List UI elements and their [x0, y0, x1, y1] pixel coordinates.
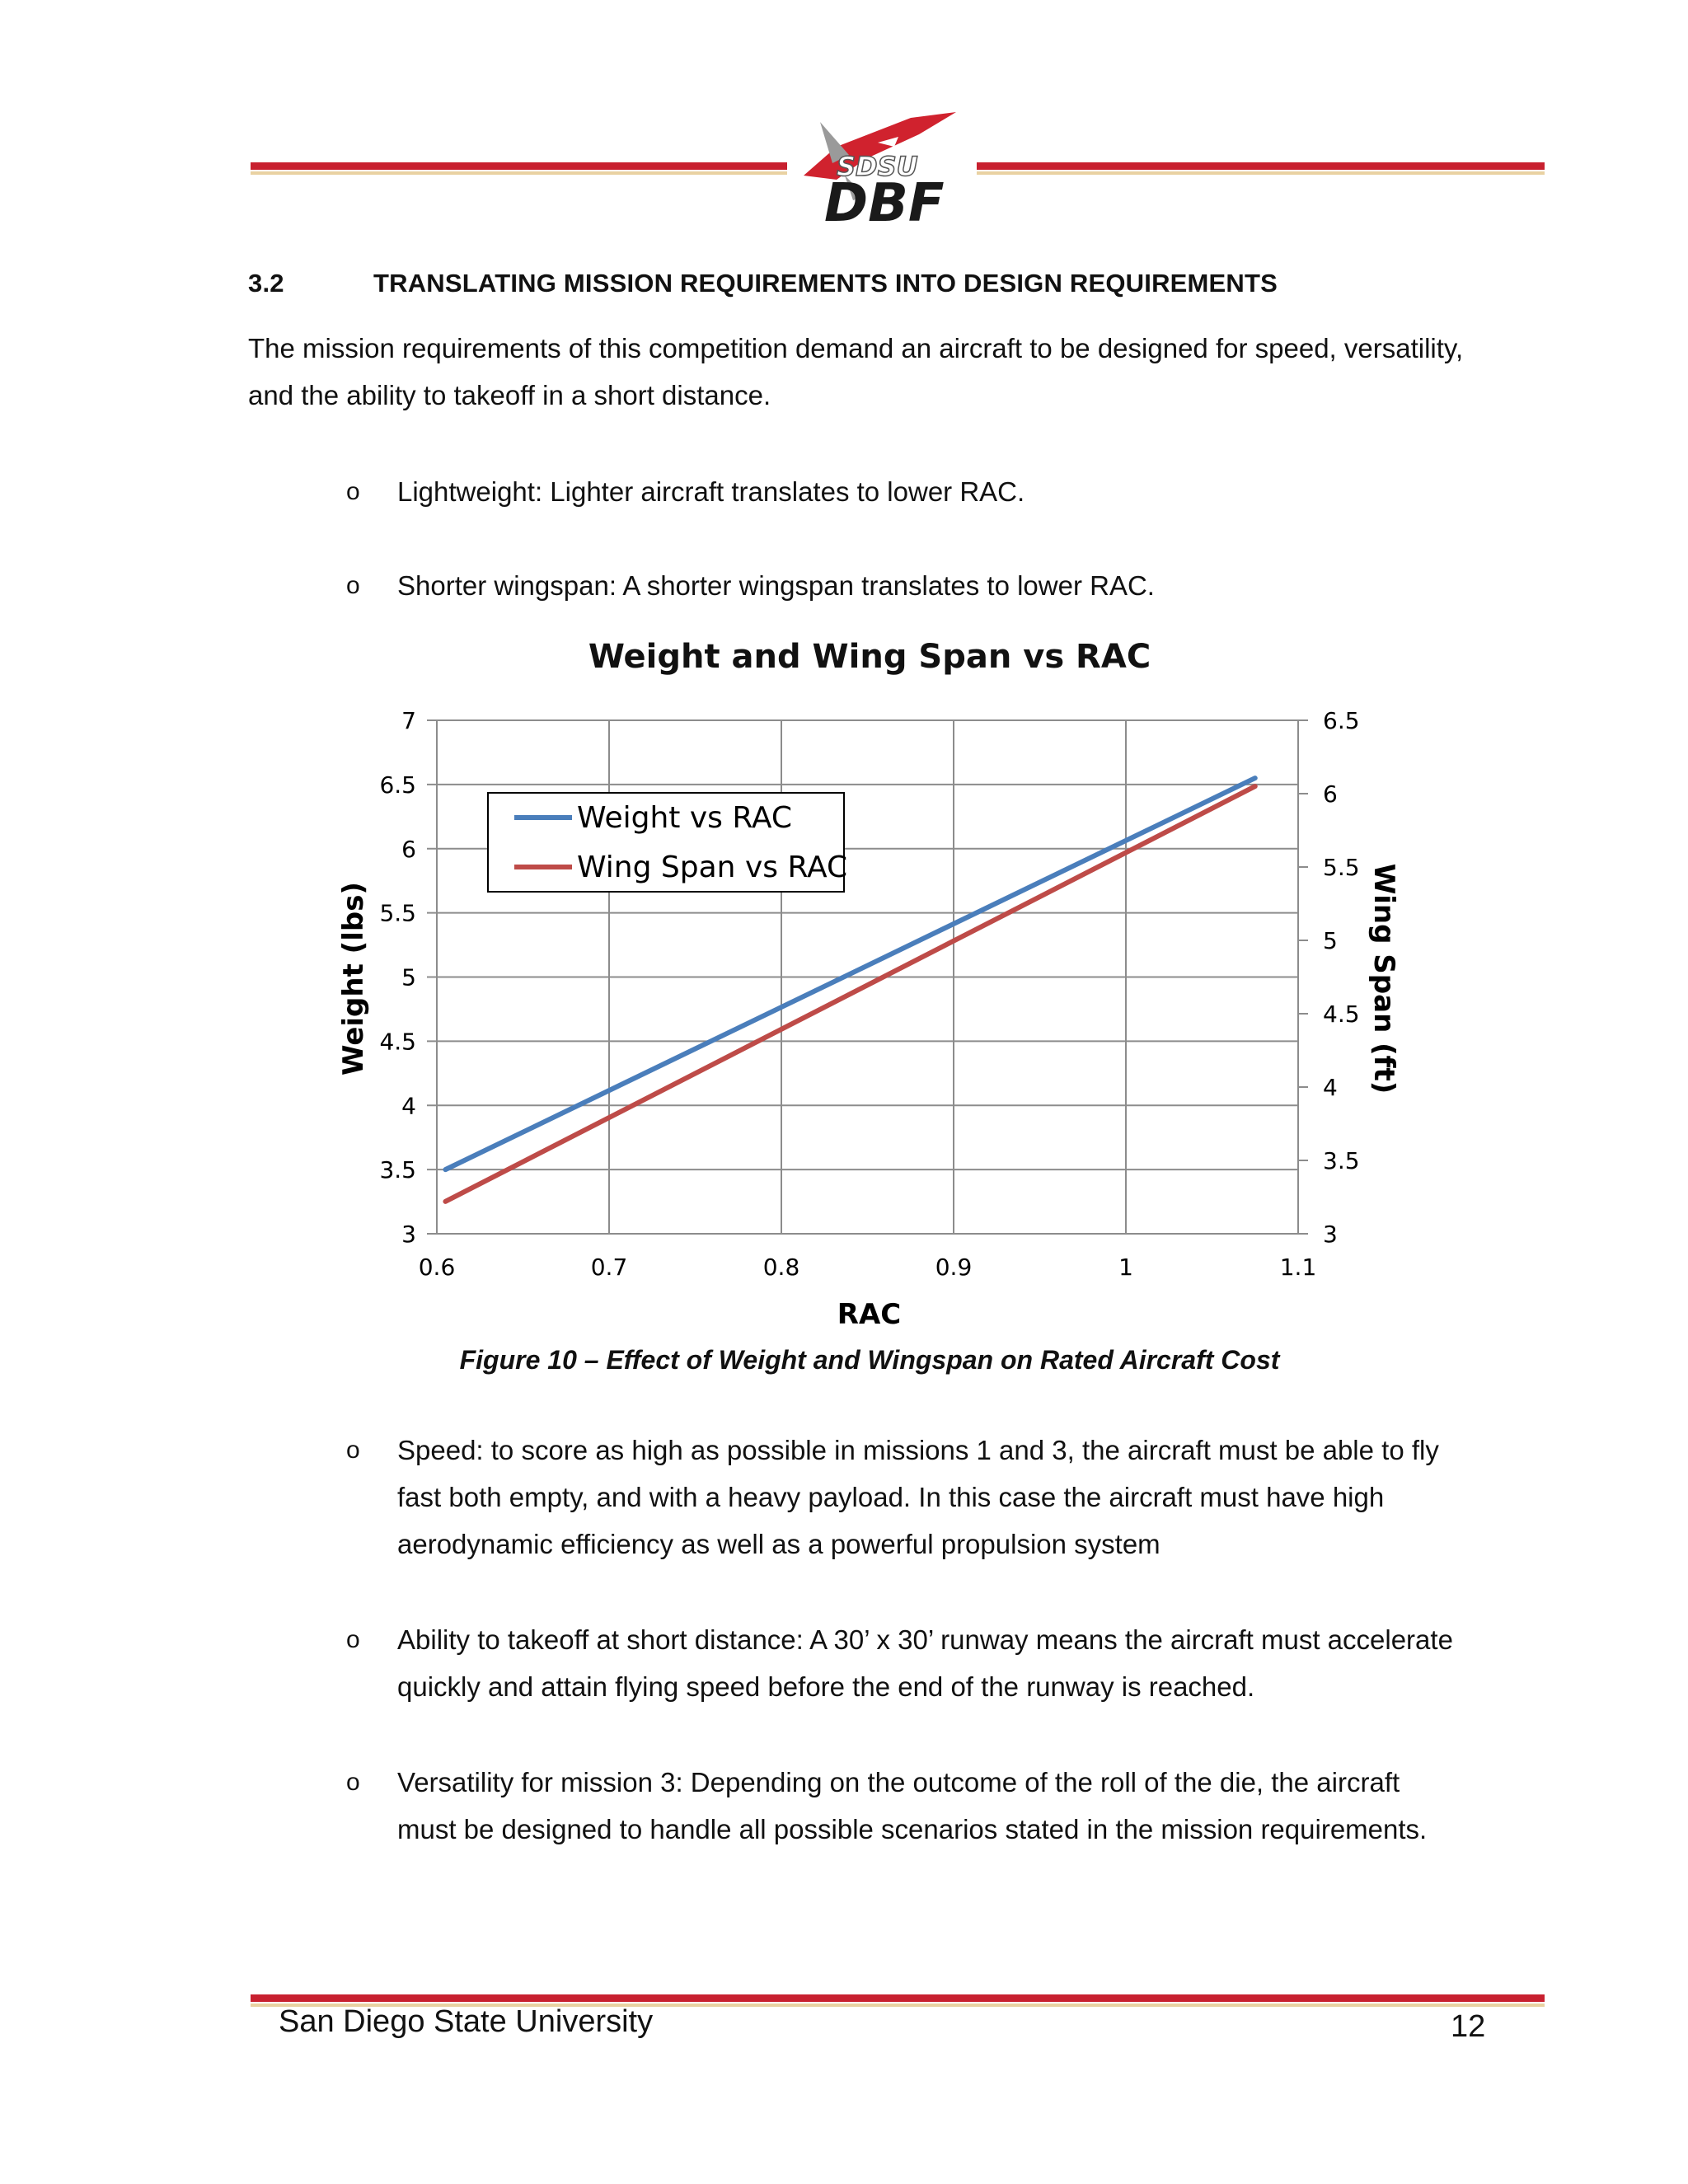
y-tick-label: 3.5	[379, 1156, 416, 1184]
intro-line-1: The mission requirements of this competition demand an aircraft to be designed for speed, versatility,	[248, 333, 1464, 363]
legend-label: Weight vs RAC	[577, 801, 793, 835]
y2-tick-label: 4.5	[1323, 1001, 1360, 1028]
x-tick-label: 0.9	[935, 1254, 973, 1281]
x-tick-label: 0.8	[762, 1254, 800, 1281]
y-axis-title: Weight (lbs)	[337, 882, 370, 1076]
bullet-speed	[397, 1427, 1502, 1568]
bullet-marker: o	[346, 1436, 360, 1464]
bullet-marker: o	[346, 478, 360, 505]
y-tick-label: 6	[401, 835, 416, 863]
bullet-marker: o	[346, 572, 360, 599]
bullet-marker: o	[346, 1769, 360, 1796]
y2-tick-label: 6	[1323, 780, 1338, 808]
bullet-line: fast both empty, and with a heavy payload. In this case the aircraft must have high	[397, 1482, 1385, 1512]
bullet-line: quickly and attain flying speed before the end of the runway is reached.	[397, 1671, 1255, 1702]
bullet-line: Lightweight: Lighter aircraft translates to lower RAC.	[397, 476, 1025, 507]
axis-label-layer	[337, 864, 1400, 1331]
bullet-marker: o	[346, 1626, 360, 1653]
bullet-versatility	[397, 1759, 1502, 1853]
footer-university: San Diego State University	[279, 2004, 654, 2039]
y-tick-label: 5.5	[379, 899, 416, 927]
y2-tick-label: 4	[1323, 1074, 1338, 1101]
y-tick-label: 5	[401, 963, 416, 991]
svg-text:DBF: DBF	[824, 173, 945, 229]
bullet-line: Versatility for mission 3: Depending on the outcome of the roll of the die, the aircraft	[397, 1767, 1400, 1797]
footer-band-red	[251, 1994, 1545, 2002]
y-tick-label: 3	[401, 1221, 416, 1248]
y2-tick-label: 5	[1323, 927, 1338, 954]
section-number: 3.2	[248, 269, 284, 298]
section-title: TRANSLATING MISSION REQUIREMENTS INTO DESIGN REQUIREMENTS	[373, 269, 1278, 298]
bullet-line: Speed: to score as high as possible in missions 1 and 3, the aircraft must be able to fly	[397, 1435, 1439, 1465]
y-tick-label: 6.5	[379, 771, 416, 799]
y-tick-label: 4.5	[379, 1028, 416, 1056]
chart-title: Weight and Wing Span vs RAC	[588, 638, 1151, 676]
legend-layer	[488, 793, 847, 892]
y2-tick-label: 3	[1323, 1221, 1338, 1248]
y-tick-label: 7	[401, 707, 416, 734]
page-number: 12	[1451, 2009, 1486, 2044]
bullet-takeoff	[397, 1616, 1502, 1710]
figure-caption: Figure 10 – Effect of Weight and Wingspan on Rated Aircraft Cost	[459, 1345, 1280, 1375]
legend-label: Wing Span vs RAC	[577, 851, 848, 884]
svg-text:SDSU: SDSU	[837, 151, 918, 182]
x-tick-label: 1	[1118, 1254, 1133, 1281]
x-tick-label: 1.1	[1279, 1254, 1317, 1281]
y2-tick-label: 5.5	[1323, 854, 1360, 881]
x-axis-title: RAC	[837, 1298, 902, 1331]
x-tick-label: 0.6	[418, 1254, 456, 1281]
bullet-line: Shorter wingspan: A shorter wingspan translates to lower RAC.	[397, 570, 1155, 601]
bullet-line: Ability to takeoff at short distance: A 30’ x 30’ runway means the aircraft must accelerate	[397, 1624, 1453, 1655]
y-tick-label: 4	[401, 1092, 416, 1120]
intro-line-2: and the ability to takeoff in a short distance.	[248, 380, 771, 410]
bullet-line: aerodynamic efficiency as well as a powerful propulsion system	[397, 1529, 1160, 1559]
x-tick-label: 0.7	[590, 1254, 628, 1281]
y2-tick-label: 3.5	[1323, 1147, 1360, 1174]
bullet-line: must be designed to handle all possible scenarios stated in the mission requirements.	[397, 1814, 1428, 1844]
y2-tick-label: 6.5	[1323, 707, 1360, 734]
y2-axis-title: Wing Span (ft)	[1367, 863, 1400, 1094]
